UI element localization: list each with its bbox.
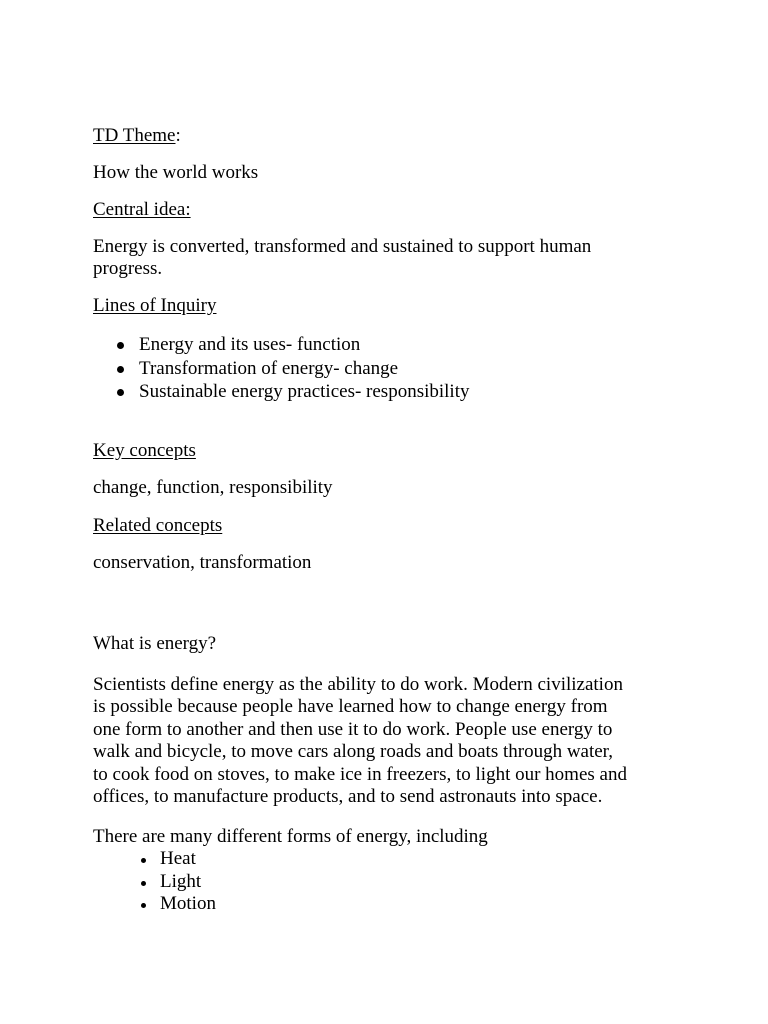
td-theme-value: How the world works <box>93 162 259 183</box>
section-question: What is energy? <box>93 633 217 654</box>
lines-of-inquiry-label: Lines of Inquiry <box>93 295 217 316</box>
paragraph-line: offices, to manufacture products, and to send astronauts into space. <box>93 786 603 808</box>
key-concepts-value: change, function, responsibility <box>93 477 333 498</box>
central-idea-line: Energy is converted, transformed and sustained to support human <box>93 236 592 257</box>
paragraph-line: walk and bicycle, to move cars along roads and boats through water, <box>93 741 613 763</box>
paragraph-line: Scientists define energy as the ability to do work. Modern civilization <box>93 674 623 695</box>
related-concepts-value: conservation, transformation <box>93 552 312 573</box>
list-item: Motion <box>93 893 216 916</box>
list-item: Light <box>93 871 216 894</box>
paragraph-line: one form to another and then use it to do work. People use energy to <box>93 718 613 740</box>
related-concepts-label: Related concepts <box>93 515 223 536</box>
central-idea-text <box>93 236 693 281</box>
list-item: Heat <box>93 848 216 871</box>
central-idea-label: Central idea: <box>93 199 191 220</box>
td-theme-colon: : <box>175 125 181 146</box>
list-item: Sustainable energy practices- responsibility <box>93 380 469 404</box>
td-theme-label: TD Theme <box>93 125 176 146</box>
list-item: Transformation of energy- change <box>93 357 469 381</box>
lines-of-inquiry-list <box>93 333 469 404</box>
list-item: Energy and its uses- function <box>93 333 469 357</box>
forms-intro: There are many different forms of energy, including <box>93 826 488 847</box>
key-concepts-label: Key concepts <box>93 440 196 461</box>
energy-paragraph <box>93 674 693 808</box>
energy-forms-list <box>93 848 216 916</box>
paragraph-line: is possible because people have learned how to change energy from <box>93 696 608 718</box>
central-idea-line: progress. <box>93 258 163 280</box>
td-theme-heading <box>93 125 181 147</box>
paragraph-line: to cook food on stoves, to make ice in freezers, to light our homes and <box>93 763 627 785</box>
